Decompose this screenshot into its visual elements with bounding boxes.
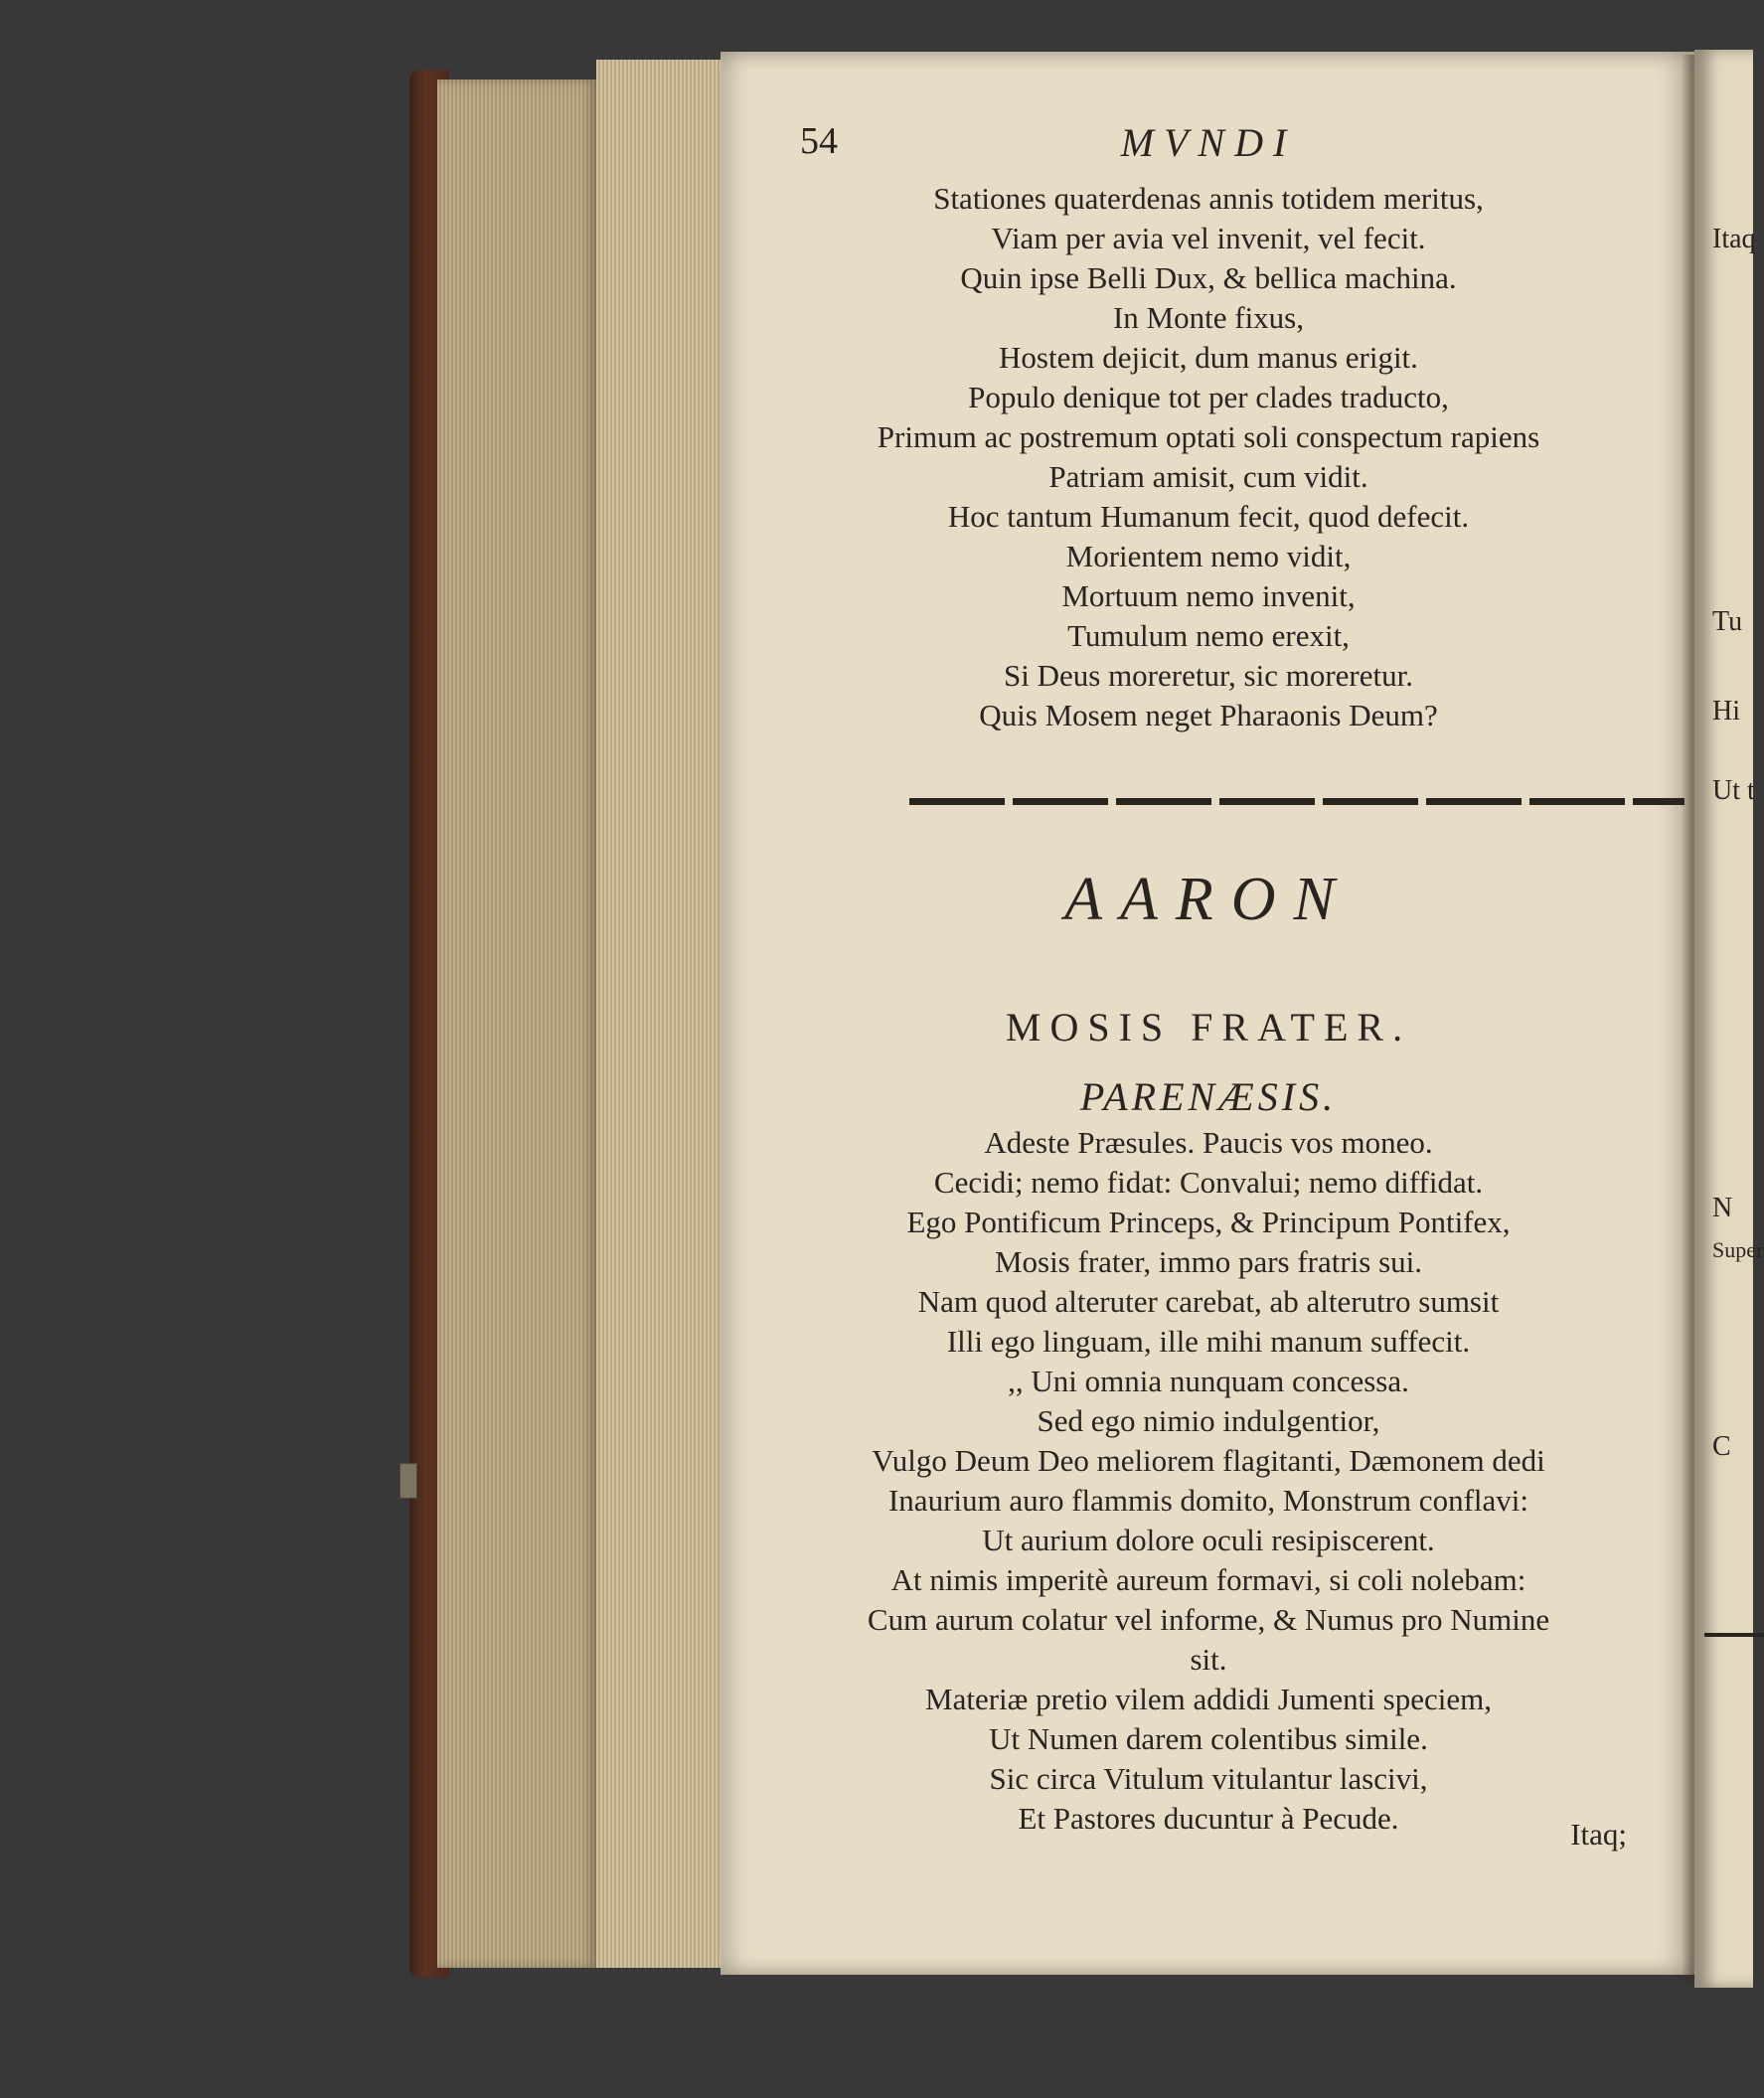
facing-text-fragment: Tu [1712, 606, 1743, 637]
verse-line: Materiæ pretio vilem addidi Jumenti speciem, [925, 1682, 1492, 1716]
section-subtitle: MOSIS FRATER. [1005, 1005, 1412, 1049]
verse-line: Cum aurum colatur vel informe, & Numus pro Numine [867, 1602, 1550, 1637]
verse-line: Hoc tantum Humanum fecit, quod defecit. [947, 499, 1470, 534]
verse-line: Stationes quaterdenas annis totidem meritus, [933, 181, 1484, 216]
facing-text-fragment: Super [1712, 1237, 1764, 1262]
verse-line: Quin ipse Belli Dux, & bellica machina. [960, 260, 1457, 295]
verse-line: Patriam amisit, cum vidit. [1048, 459, 1368, 494]
verse-line: Inaurium auro flammis domito, Monstrum conflavi: [887, 1483, 1528, 1518]
facing-text-fragment: N [1712, 1193, 1733, 1223]
section-divider [909, 798, 1684, 805]
page-number: 54 [800, 120, 838, 162]
verse-line: Hostem dejicit, dum manus erigit. [999, 340, 1418, 375]
page-block-edges [437, 80, 596, 1968]
catchword: Itaq; [1570, 1817, 1627, 1852]
verse-line: Illi ego linguam, ille mihi manum suffecit. [946, 1324, 1471, 1359]
left-page [721, 52, 1696, 1975]
verse-line: Ut aurium dolore oculi resipiscerent. [982, 1523, 1435, 1557]
verse-line: Sic circa Vitulum vitulantur lascivi, [989, 1761, 1428, 1796]
verse-line: Morientem nemo vidit, [1065, 539, 1352, 573]
verse-line: ,, Uni omnia nunquam concessa. [1008, 1364, 1409, 1398]
verse-line: Primum ac postremum optati soli conspectum rapiens [877, 419, 1540, 454]
verse-line: Mosis frater, immo pars fratris sui. [994, 1244, 1423, 1279]
verse-line: Et Pastores ducuntur à Pecude. [1018, 1801, 1399, 1836]
verse-line: Vulgo Deum Deo meliorem flagitanti, Dæmonem dedi [872, 1443, 1545, 1478]
poem-title: PARENÆSIS. [1079, 1074, 1338, 1119]
section-heading: AARON [1064, 866, 1353, 933]
facing-text-fragment: Itaq [1712, 224, 1756, 254]
verse-line: Quis Mosem neget Pharaonis Deum? [979, 698, 1438, 732]
clasp [400, 1463, 417, 1499]
verse-line: In Monte fixus, [1112, 300, 1304, 335]
verse-line: Viam per avia vel invenit, vel fecit. [991, 221, 1426, 255]
verse-line: Ut Numen darem colentibus simile. [989, 1721, 1428, 1756]
verse-line: Nam quod alteruter carebat, ab alterutro sumsit [917, 1284, 1500, 1319]
facing-divider [1704, 1633, 1764, 1637]
running-head: MVNDI [1120, 120, 1297, 165]
verse-line: Mortuum nemo invenit, [1061, 578, 1356, 613]
page-block-edges-inner [596, 60, 725, 1968]
verse-line: At nimis imperitè aureum formavi, si coli nolebam: [890, 1562, 1526, 1597]
verse-line: Ego Pontificum Princeps, & Principum Pontifex, [906, 1205, 1511, 1239]
right-page-edge [1694, 50, 1764, 1988]
verse-line: Si Deus moreretur, sic moreretur. [1004, 658, 1413, 693]
verse-line: Sed ego nimio indulgentior, [1037, 1403, 1380, 1438]
facing-text-fragment: Ut t [1712, 775, 1755, 806]
facing-text-fragment: Hi [1712, 696, 1740, 726]
facing-text-fragment: C [1712, 1431, 1731, 1462]
verse-line: Populo denique tot per clades traducto, [968, 380, 1449, 414]
verse-line: Cecidi; nemo fidat: Convalui; nemo diffidat. [933, 1165, 1484, 1200]
verse-line: Adeste Præsules. Paucis vos moneo. [984, 1125, 1433, 1160]
verse-line: Tumulum nemo erexit, [1067, 618, 1350, 653]
page-header [721, 119, 1696, 169]
verse-line: sit. [1190, 1642, 1227, 1677]
